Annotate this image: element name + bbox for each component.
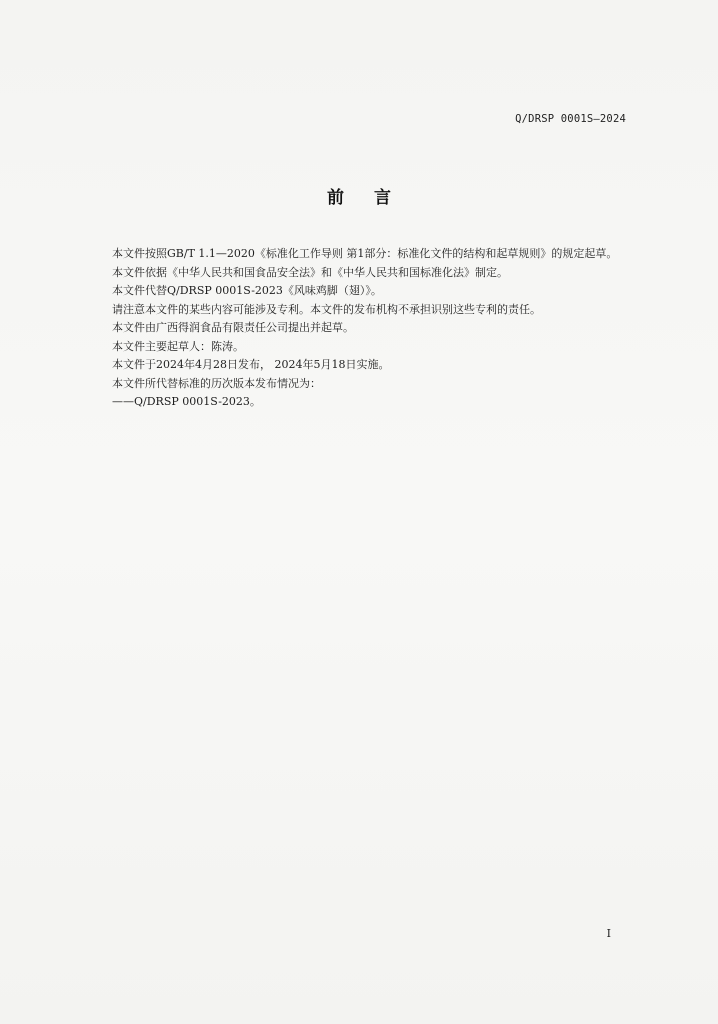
paragraph: 请注意本文件的某些内容可能涉及专利。本文件的发布机构不承担识别这些专利的责任。 bbox=[112, 302, 541, 316]
paragraph: 本文件按照GB/T 1.1—2020《标准化工作导则 第1部分：标准化文件的结构和起草规则》的规定起草。 bbox=[112, 247, 618, 260]
paragraph: 本文件于2024年4月28日发布， 2024年5月18日实施。 bbox=[112, 358, 390, 371]
paragraph: 本文件主要起草人：陈涛。 bbox=[112, 339, 244, 353]
paragraph: ——Q/DRSP 0001S-2023。 bbox=[112, 395, 261, 408]
paragraph: 本文件依据《中华人民共和国食品安全法》和《中华人民共和国标准化法》制定。 bbox=[112, 265, 508, 279]
page-title: 前言 bbox=[327, 188, 421, 208]
page-number: I bbox=[606, 927, 611, 940]
paragraph: 本文件由广西得润食品有限责任公司提出并起草。 bbox=[112, 321, 354, 334]
paragraph: 本文件所代替标准的历次版本发布情况为： bbox=[112, 376, 321, 390]
seal-stamp bbox=[676, 360, 718, 504]
paragraph: 本文件代替Q/DRSP 0001S-2023《风味鸡脚（翅）》。 bbox=[112, 284, 382, 297]
preface-body bbox=[90, 245, 630, 412]
document-code: Q/DRSP 0001S—2024 bbox=[515, 113, 626, 125]
